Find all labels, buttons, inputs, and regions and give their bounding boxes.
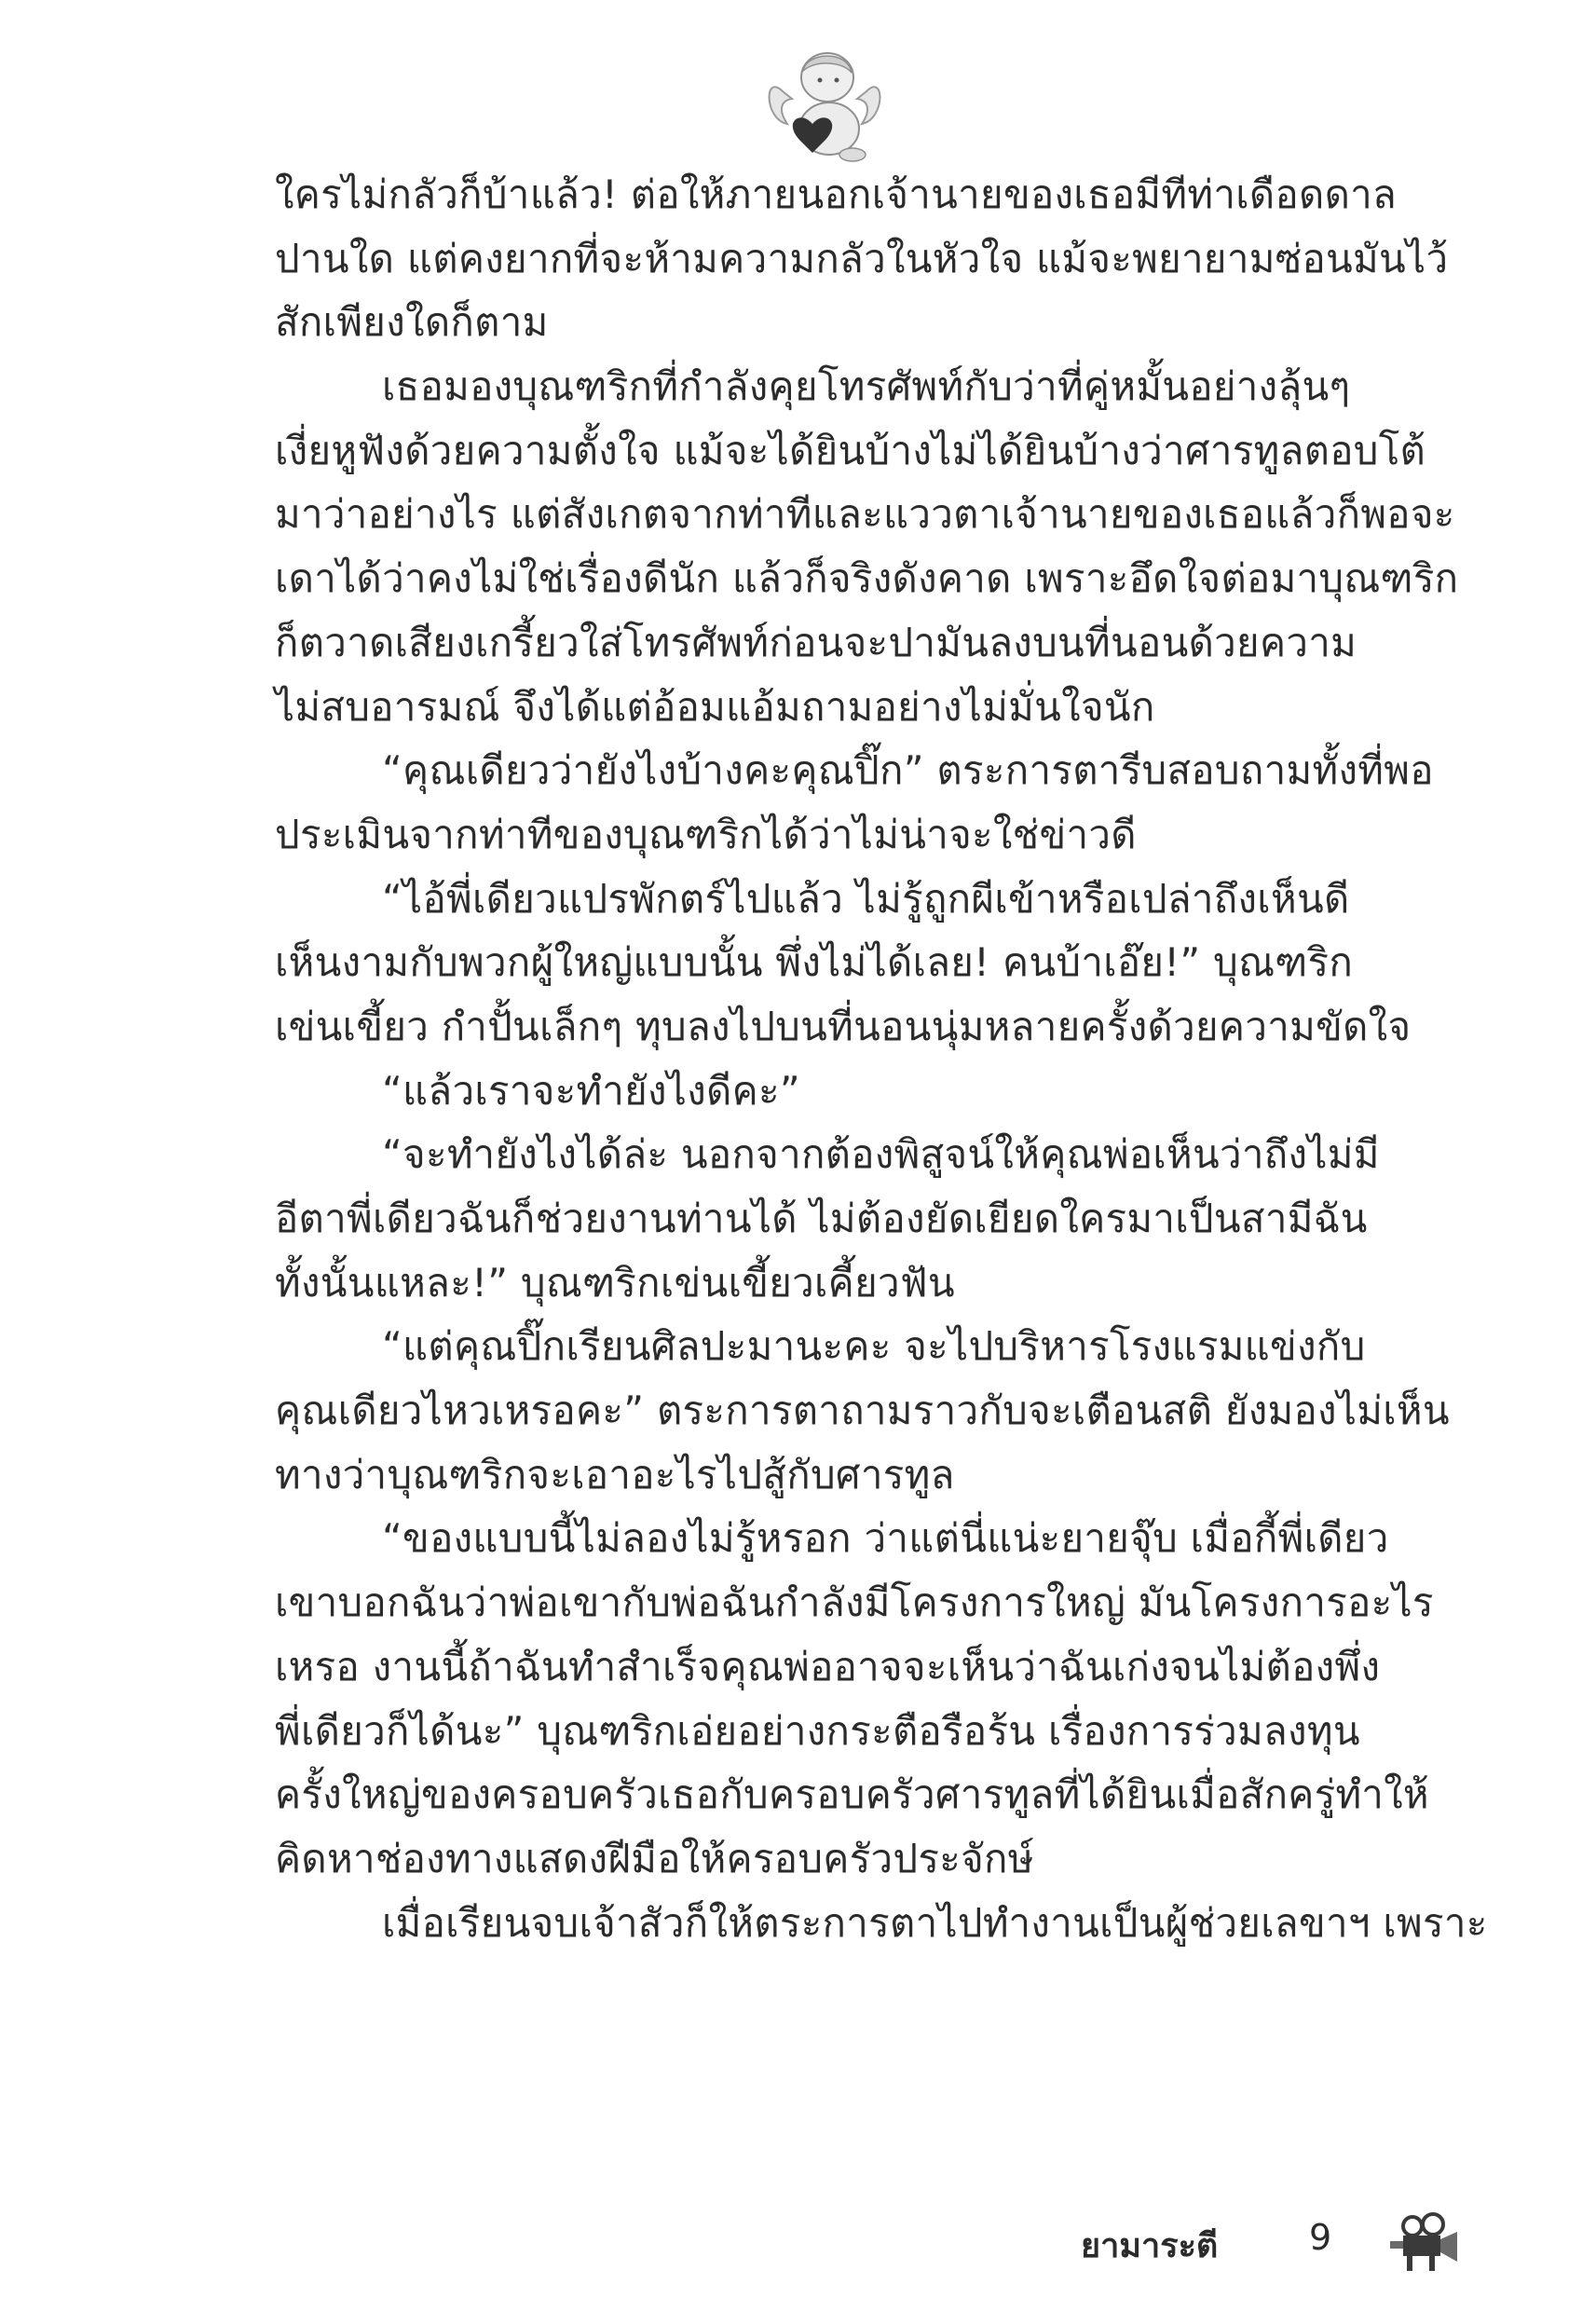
text-line: เขาบอกฉันว่าพ่อเขากับพ่อฉันกำลังมีโครงการใหญ่ มันโครงการอะไร <box>275 1579 1434 1626</box>
text-line: เข่นเขี้ยว กำปั้นเล็กๆ ทุบลงไปบนที่นอนนุ่มหลายครั้งด้วยความขัดใจ <box>275 1003 1412 1049</box>
text-line: “แต่คุณปิ๊กเรียนศิลปะมานะคะ จะไปบริหารโรงแรมแข่งกับ <box>382 1323 1366 1370</box>
text-line: เหรอ งานนี้ถ้าฉันทำสำเร็จคุณพ่ออาจจะเห็นว่าฉันเก่งจนไม่ต้องพึ่ง <box>275 1643 1381 1689</box>
text-line: “ของแบบนี้ไม่ลองไม่รู้หรอก ว่าแต่นี่แน่ะยายจุ๊บ เมื่อกี้พี่เดียว <box>382 1515 1389 1562</box>
text-line: สักเพียงใดก็ตาม <box>275 299 549 346</box>
text-line: อีตาพี่เดียวฉันก็ช่วยงานท่านได้ ไม่ต้องยัดเยียดใครมาเป็นสามีฉัน <box>275 1196 1368 1241</box>
text-line: คุณเดียวไหวเหรอคะ” ตระการตาถามราวกับจะเตือนสติ ยังมองไม่เห็น <box>275 1388 1450 1434</box>
book-title: ยามาระตี <box>1081 2227 1219 2265</box>
text-line: ปานใด แต่คงยากที่จะห้ามความกลัวในหัวใจ แม้จะพยายามซ่อนมันไว้ <box>275 235 1449 281</box>
text-line: ประเมินจากท่าทีของบุณฑริกได้ว่าไม่น่าจะใช่ข่าวดี <box>275 811 1137 857</box>
text-line: เงี่ยหูฟังด้วยความตั้งใจ แม้จะได้ยินบ้างไม่ได้ยินบ้างว่าศารทูลตอบโต้ <box>275 427 1426 473</box>
text-line: “ไอ้พี่เดียวแปรพักตร์ไปแล้ว ไม่รู้ถูกผีเข้าหรือเปล่าถึงเห็นดี <box>382 875 1350 922</box>
text-line: เดาได้ว่าคงไม่ใช่เรื่องดีนัก แล้วก็จริงดังคาด เพราะอึดใจต่อมาบุณฑริก <box>275 555 1459 602</box>
text-line: คิดหาช่องทางแสดงฝีมือให้ครอบครัวประจักษ์ <box>275 1835 1034 1881</box>
text-line: เห็นงามกับพวกผู้ใหญ่แบบนั้น พึ่งไม่ได้เลย! คนบ้าเอ๊ย!” บุณฑริก <box>275 939 1354 986</box>
film-projector-icon <box>1386 2204 1461 2278</box>
text-line: ทั้งนั้นแหละ!” บุณฑริกเข่นเขี้ยวเคี้ยวฟัน <box>275 1259 955 1306</box>
text-line: “จะทำยังไงได้ล่ะ นอกจากต้องพิสูจน์ให้คุณพ่อเห็นว่าถึงไม่มี <box>382 1131 1380 1178</box>
cherub-holding-heart-icon <box>755 35 894 166</box>
text-line: เมื่อเรียนจบเจ้าสัวก็ให้ตระการตาไปทำงานเป็นผู้ช่วยเลขาฯ เพราะ <box>382 1899 1488 1946</box>
page-number: 9 <box>1309 2217 1332 2258</box>
text-line: ก็ตวาดเสียงเกรี้ยวใส่โทรศัพท์ก่อนจะปามันลงบนที่นอนด้วยความ <box>275 619 1357 665</box>
text-line: ไม่สบอารมณ์ จึงได้แต่อ้อมแอ้มถามอย่างไม่มั่นใจนัก <box>275 683 1155 730</box>
body-text <box>275 163 1488 1955</box>
text-line: “คุณเดียวว่ายังไงบ้างคะคุณปิ๊ก” ตระการตารีบสอบถามทั้งที่พอ <box>382 747 1434 794</box>
text-line: ครั้งใหญ่ของครอบครัวเธอกับครอบครัวศารทูลที่ได้ยินเมื่อสักครู่ทำให้ <box>275 1771 1429 1818</box>
text-line: เธอมองบุณฑริกที่กำลังคุยโทรศัพท์กับว่าที่คู่หมั้นอย่างลุ้นๆ <box>382 363 1351 410</box>
text-line: มาว่าอย่างไร แต่สังเกตจากท่าทีและแววตาเจ้านายของเธอแล้วก็พอจะ <box>275 491 1455 538</box>
text-line: ใครไม่กลัวก็บ้าแล้ว! ต่อให้ภายนอกเจ้านายของเธอมีทีท่าเดือดดาล <box>275 171 1398 217</box>
text-line: “แล้วเราจะทำยังไงดีคะ” <box>382 1067 800 1114</box>
text-line: ทางว่าบุณฑริกจะเอาอะไรไปสู้กับศารทูล <box>275 1451 955 1497</box>
page-footer <box>0 2213 1596 2278</box>
text-line: พี่เดียวก็ได้นะ” บุณฑริกเอ่ยอย่างกระตือรือร้น เรื่องการร่วมลงทุน <box>275 1707 1360 1754</box>
